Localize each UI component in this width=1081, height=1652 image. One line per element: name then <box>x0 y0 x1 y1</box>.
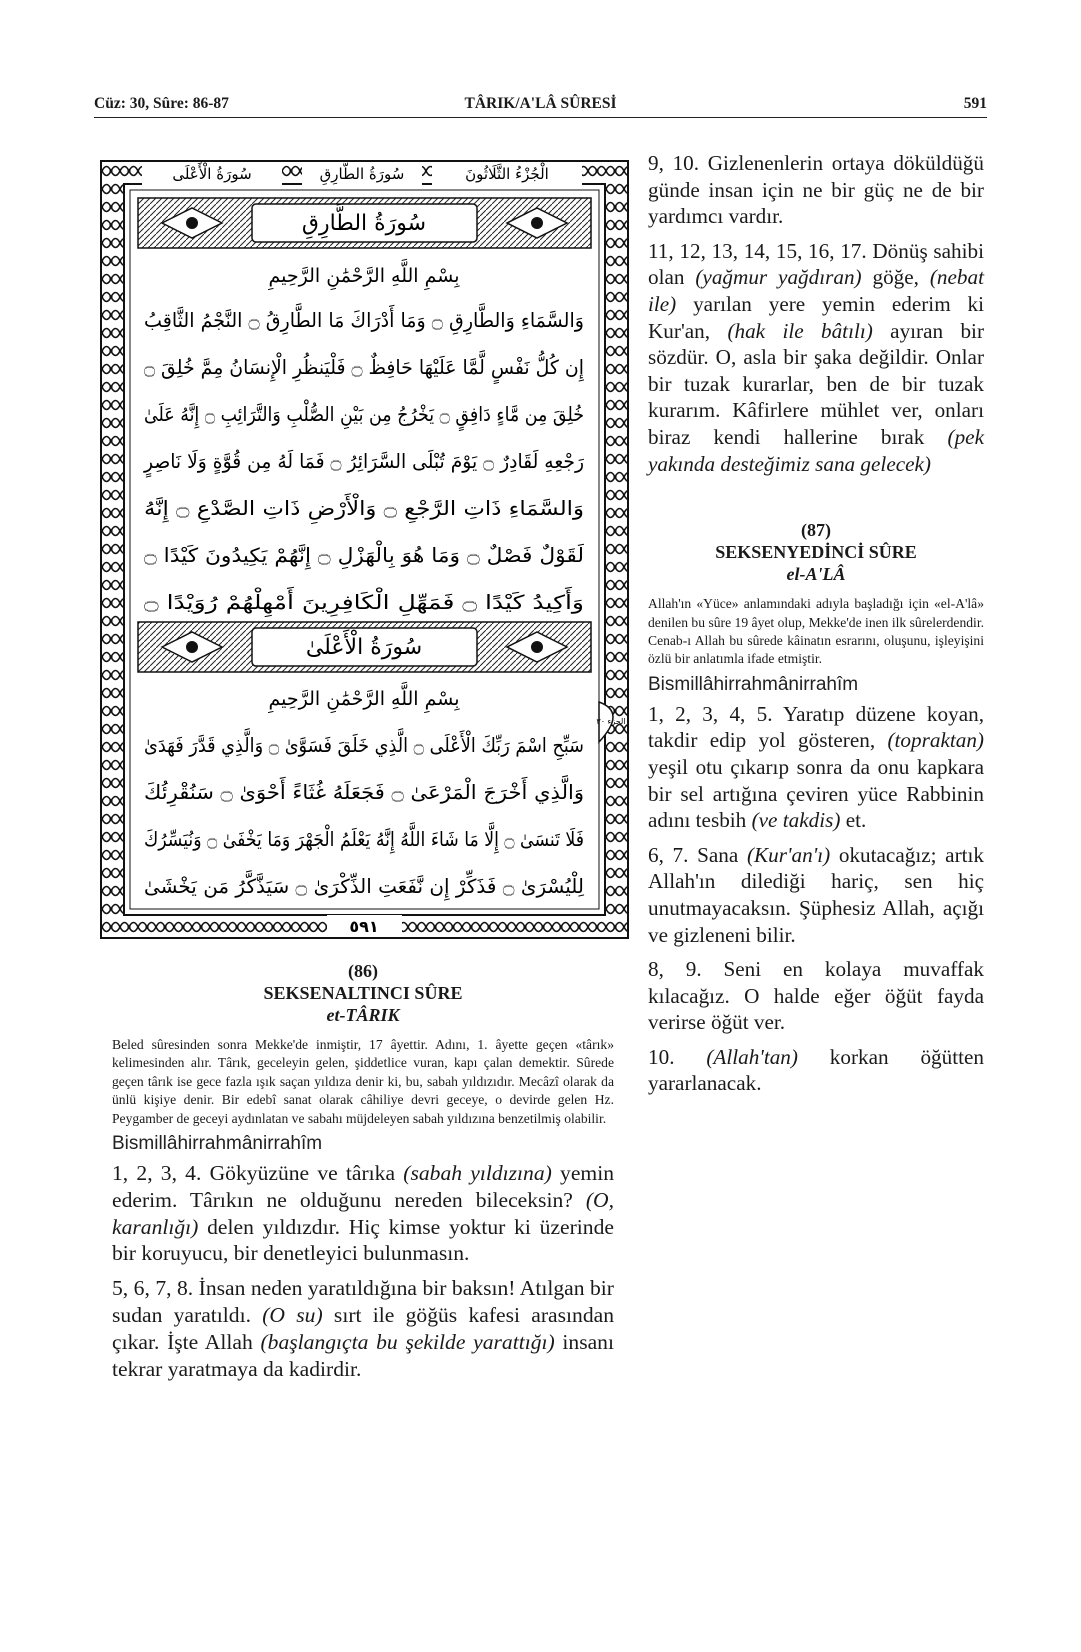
mushaf-page-number-text: ٥٩١ <box>349 917 379 936</box>
section-name-86: SEKSENALTINCI SÛRE <box>263 983 463 1003</box>
section-subtitle-87: el-A'LÂ <box>786 564 846 585</box>
verses-11-17: 11, 12, 13, 14, 15, 16, 17. Dönüş sahibi olan (yağmur yağdıran) göğe, (nebat ile) yarılan yere yemin ederim ki Kur'an, (hak ile bâtılı) ayıran bir sözdür. O, asla bir şaka değildir. Onlar bir tuzak kurarlar, ben de bir tuzak kurarım. Kâfirlere mühlet ver, onları biraz kendi hallerine bırak (pek yakında desteğimiz sana gelecek) <box>648 238 985 476</box>
page-number: 591 <box>963 95 987 112</box>
tariq-line-2: إِن كُلُّ نَفْسٍ لَّمَّا عَلَيْهَا حَافِظٌ ۝ فَلْيَنظُرِ الْإِنسَانُ مِمَّ خُلِقَ ۝ <box>143 356 592 379</box>
bismillah-87: Bismillâhirrahmânirrahîm <box>648 673 859 695</box>
surah-title-tariq-text: سُورَةُ الطَّارِقِ <box>301 211 427 236</box>
surah-title-ala-text: سُورَةُ الْأَعْلَىٰ <box>305 635 423 660</box>
mushaf-top-label-2: سُورَةُ الطَّارِقِ <box>319 165 405 183</box>
ala-line-2: وَالَّذِي أَخْرَجَ الْمَرْعَىٰ ۝ فَجَعَلَهُ غُثَاءً أَحْوَىٰ ۝ سَنُقْرِئُكَ <box>144 781 571 804</box>
mushaf-top-label-1: سُورَةُ الْأَعْلَى <box>172 165 252 183</box>
ala-line-3: فَلَا تَنسَىٰ ۝ إِلَّا مَا شَاءَ اللَّهُ إِنَّهُ يَعْلَمُ الْجَهْرَ وَمَا يَخْفَىٰ ۝ وَنُيَسِّرُكَ <box>144 828 593 851</box>
tariq-line-5: وَالسَّمَاءِ ذَاتِ الرَّجْعِ ۝ وَالْأَرْضِ ذَاتِ الصَّدْعِ ۝ إِنَّهُ <box>144 497 558 520</box>
verse-a-10: 10. (Allah'tan) korkan öğütten yararlanacak. <box>648 1044 985 1096</box>
running-header <box>94 92 987 118</box>
basmala-1: بِسْمِ اللَّهِ الرَّحْمَٰنِ الرَّحِيمِ <box>268 265 460 287</box>
mushaf-top-label-3: الْجُزْءُ الثَّلَاثُونَ <box>465 165 549 183</box>
bismillah-86: Bismillâhirrahmânirrahîm <box>112 1133 323 1155</box>
mushaf-page-number <box>327 915 402 937</box>
section-intro-87: Allah'ın «Yüce» anlamındaki adıyla başladığı için «el-A'lâ» denilen bu sûre 19 âyet olup, Mekke'de inen ilk sûrelerdendir. Cenab-ı Allah bu sûrede kâinatın esrarını, oluşunu, işleyişini özlü bir anlatımla ifade etmiştir. <box>648 596 984 667</box>
right-column <box>648 150 984 1105</box>
verses-a-8-9: 8, 9. Seni en kolaya muvaffak kılacağız. O halde eğer öğüt fayda verirse öğüt ver. <box>648 957 984 1035</box>
section-name-87: SEKSENYEDİNCİ SÛRE <box>715 542 917 563</box>
verses-5-8: 5, 6, 7, 8. İnsan neden yaratıldığına bir baksın! Atılgan bir sudan yaratıldı. (O su) sırt ile göğüs kafesi arasından çıkar. İşte Allah (başlangıçta bu şekilde yarattığı) insanı tekrar yaratmaya da kadirdir. <box>112 1276 614 1381</box>
left-column <box>112 960 614 1390</box>
verses-a-6-7: 6, 7. Sana (Kur'an'ı) okutacağız; artık Allah'ın dilediği hariç, sen hiç unutmayacaksın. Şüphesiz Allah, açığı ve gizleneni bilir. <box>648 842 985 947</box>
section-intro-86: Beled sûresinden sonra Mekke'de inmiştir, 17 âyettir. Adını, 1. âyette geçen «târık» kelimesinden alır. Târık, geceleyin gelen, şiddetlice vuran, kapı çalan demektir. Sûrede geçen târık ise gece fazla ışık saçan yıldıza denir ki, bu, sabah yıldızıdır. Mecâzî olarak da ünlü kişiye denir. Bir edebî sanat olarak câhiliye devri geceye, o devirde gelen Hz. Peygamber de geceyi aydınlatan ve sabahı müjdeleyen sabah yıldızına benzetilmiş olabilir. <box>112 1037 614 1126</box>
tariq-line-7: وَأَكِيدُ كَيْدًا ۝ فَمَهِّلِ الْكَافِرِينَ أَمْهِلْهُمْ رُوَيْدًا ۝ <box>144 591 561 614</box>
mushaf-page <box>100 160 629 939</box>
header-title: TÂRIK/A'LÂ SÛRESİ <box>464 95 617 112</box>
verses-1-4: 1, 2, 3, 4. Gökyüzüne ve târıka (sabah yıldızına) yemin ederim. Târıkın ne olduğunu nereden bileceksin? (O, karanlığı) delen yıldızdır. Hiç kimse yoktur ki üzerinde bir koruyucu, bir denetleyici bulunmasın. <box>112 1161 615 1266</box>
juz-marker-text: الجزء ٣٠ <box>596 717 626 726</box>
mushaf-top-labels <box>142 162 582 186</box>
tariq-line-3: خُلِقَ مِن مَّاءٍ دَافِقٍ ۝ يَخْرُجُ مِن بَيْنِ الصُّلْبِ وَالتَّرَائِبِ ۝ إِنَّهُ عَلَىٰ <box>144 403 600 426</box>
tariq-line-1: وَالسَّمَاءِ وَالطَّارِقِ ۝ وَمَا أَدْرَاكَ مَا الطَّارِقُ ۝ النَّجْمُ الثَّاقِبُ <box>144 309 588 332</box>
section-number-87: (87) <box>801 520 831 541</box>
tariq-line-6: لَقَوْلٌ فَصْلٌ ۝ وَمَا هُوَ بِالْهَزْلِ ۝ إِنَّهُمْ يَكِيدُونَ كَيْدًا ۝ <box>144 544 574 567</box>
verses-9-10: 9, 10. Gizlenenlerin ortaya döküldüğü günde insan için ne bir güç ne de bir yardımcı vardır. <box>648 151 984 229</box>
header-juz-sure: Cüz: 30, Sûre: 86-87 <box>94 95 229 112</box>
ala-line-1: سَبِّحِ اسْمَ رَبِّكَ الْأَعْلَى ۝ الَّذِي خَلَقَ فَسَوَّىٰ ۝ وَالَّذِي قَدَّرَ فَهَدَىٰ <box>143 734 601 757</box>
header-rule <box>94 117 987 118</box>
section-number-86: (86) <box>348 961 378 981</box>
surah-title-tariq <box>138 198 591 248</box>
verses-a-1-5: 1, 2, 3, 4, 5. Yaratıp düzene koyan, takdir edip yol gösteren, (topraktan) yeşil otu çıkarıp sonra da onu kapkara bir sel artığına çeviren yüce Rabbinin adını tesbih (ve takdis) et. <box>648 701 984 833</box>
section-subtitle-86: et-TÂRIK <box>326 1005 400 1025</box>
ala-line-4: لِلْيُسْرَىٰ ۝ فَذَكِّرْ إِن نَّفَعَتِ الذِّكْرَىٰ ۝ سَيَذَّكَّرُ مَن يَخْشَىٰ <box>143 875 583 898</box>
tariq-line-4: رَجْعِهِ لَقَادِرٌ ۝ يَوْمَ تُبْلَى السَّرَائِرُ ۝ فَمَا لَهُ مِن قُوَّةٍ وَلَا نَاصِرٍ <box>143 450 588 473</box>
surah-title-ala <box>138 622 591 672</box>
basmala-2: بِسْمِ اللَّهِ الرَّحْمَٰنِ الرَّحِيمِ <box>268 688 460 710</box>
